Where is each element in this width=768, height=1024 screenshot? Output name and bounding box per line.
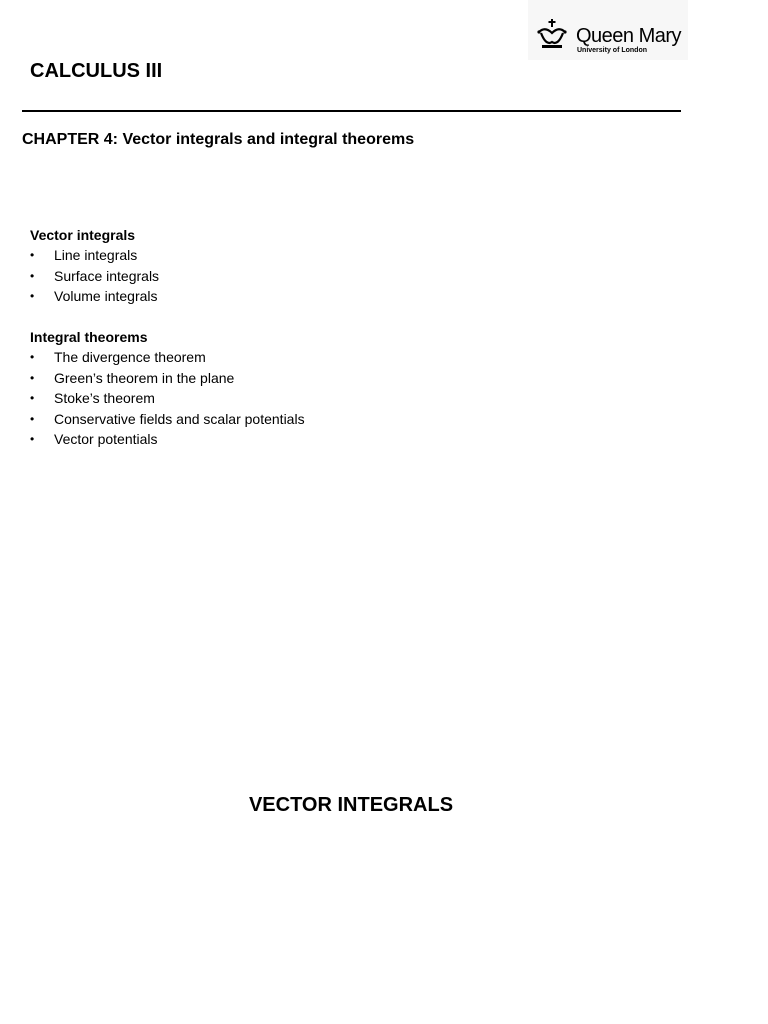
topic-list	[30, 347, 305, 450]
list-item	[30, 409, 305, 430]
university-logo	[528, 0, 688, 60]
list-item	[30, 347, 305, 368]
bullet-icon: •	[30, 370, 35, 385]
bullet-icon: •	[30, 248, 35, 262]
list-item-label: Line integrals	[54, 247, 138, 263]
section-heading: Vector integrals	[30, 227, 136, 243]
section-heading-vector-integrals: VECTOR INTEGRALS	[248, 794, 454, 816]
section-heading: Integral theorems	[30, 329, 148, 345]
title-divider	[22, 110, 681, 112]
bullet-icon: •	[30, 268, 35, 283]
crown-icon	[536, 18, 568, 50]
list-item	[30, 266, 159, 287]
bullet-icon: •	[30, 432, 35, 446]
chapter-title: CHAPTER 4: Vector integrals and integral theorems	[22, 131, 415, 148]
course-title: CALCULUS III	[30, 60, 163, 82]
list-item	[30, 368, 305, 389]
bullet-icon: •	[30, 350, 35, 364]
list-item-label: The divergence theorem	[54, 349, 206, 365]
list-item	[30, 245, 159, 266]
bullet-icon: •	[30, 391, 35, 405]
list-item	[30, 388, 305, 409]
list-item-label: Vector potentials	[54, 431, 158, 447]
bullet-icon: •	[30, 289, 35, 303]
logo-subtitle: University of London	[577, 47, 647, 54]
vector-integrals-section	[30, 225, 159, 307]
list-item-label: Conservative fields and scalar potentials	[54, 410, 305, 427]
topic-list	[30, 245, 159, 307]
list-item-label: Green’s theorem in the plane	[54, 369, 235, 386]
logo-name: Queen Mary	[576, 25, 682, 47]
list-item	[30, 286, 159, 307]
integral-theorems-section	[30, 327, 305, 450]
bullet-icon: •	[30, 411, 35, 426]
list-item-label: Stoke’s theorem	[54, 390, 155, 406]
list-item	[30, 429, 305, 450]
list-item-label: Volume integrals	[54, 288, 158, 304]
list-item-label: Surface integrals	[54, 267, 160, 284]
